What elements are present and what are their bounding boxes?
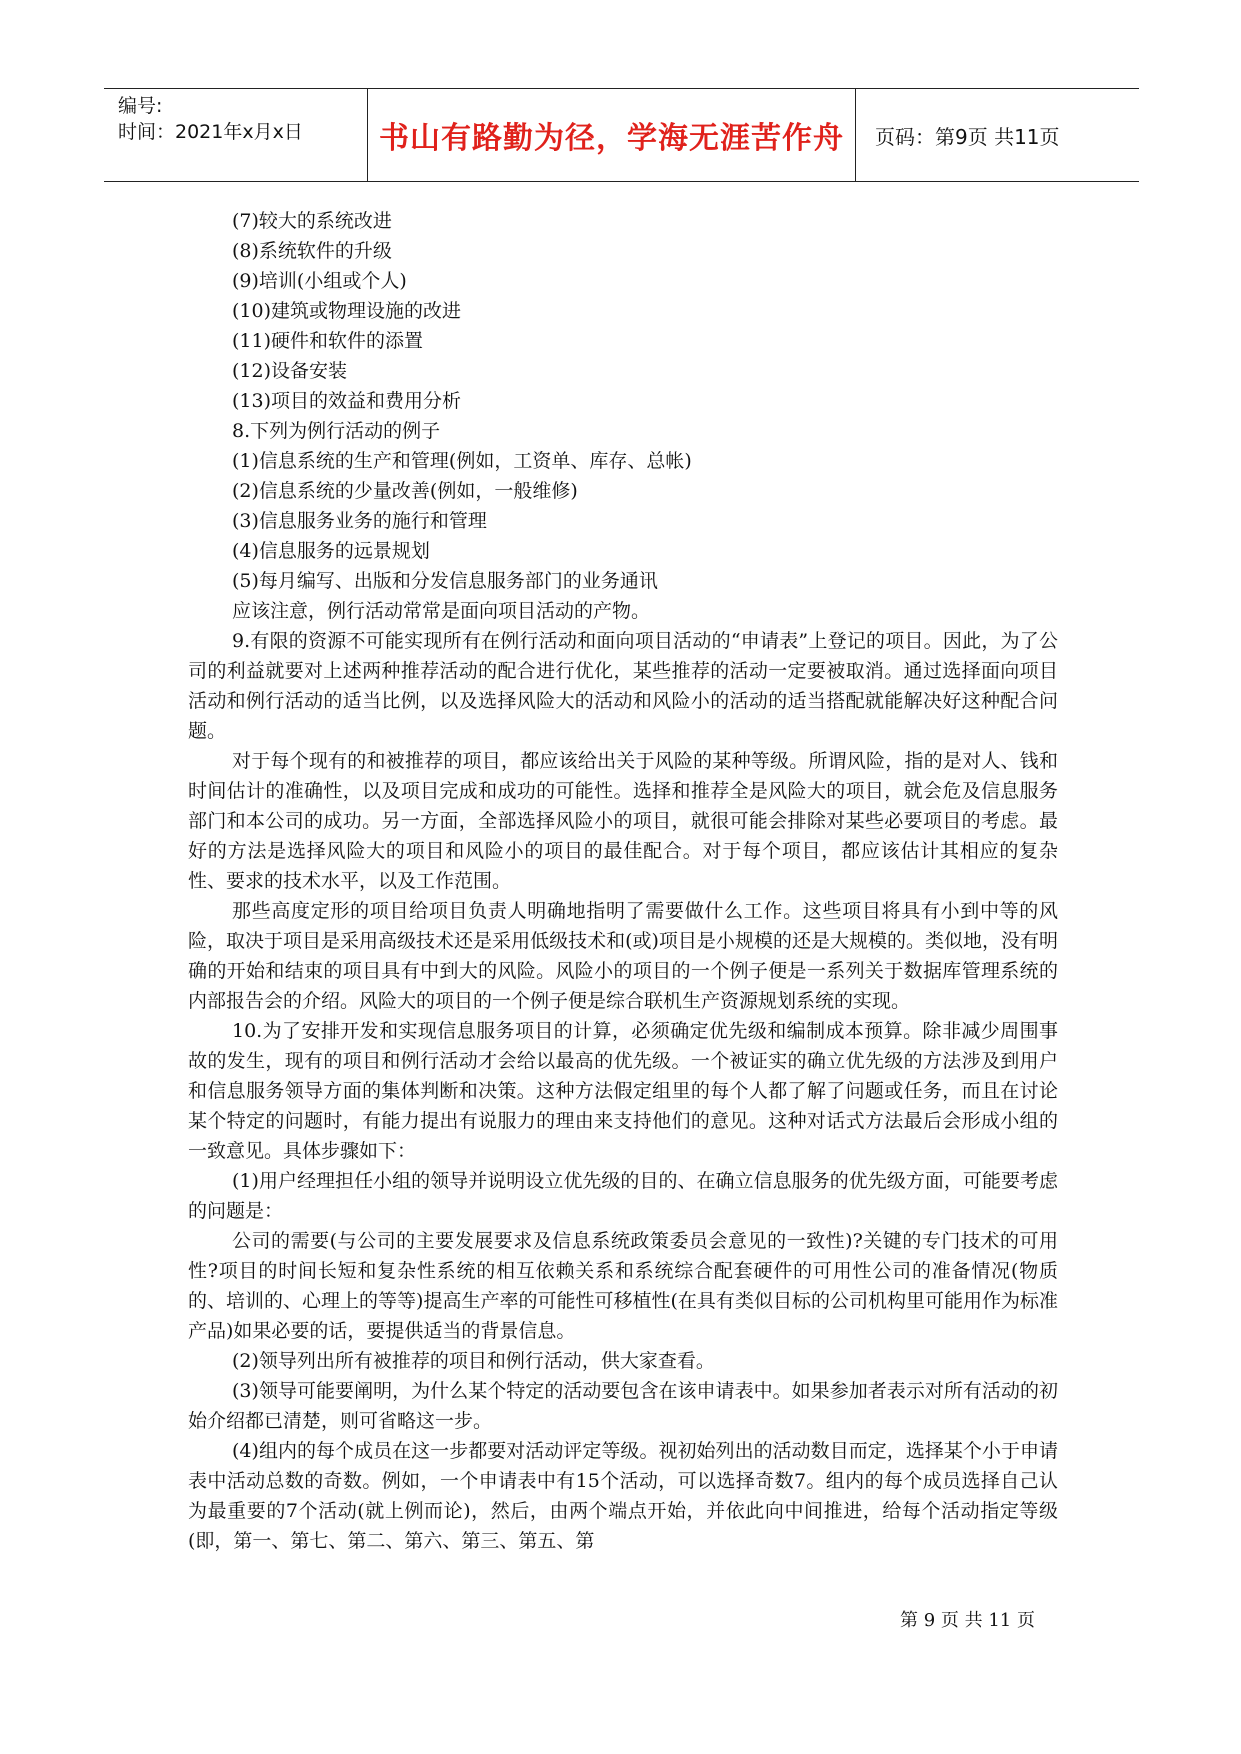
- motto: 书山有路勤为径，学海无涯苦作舟: [368, 89, 856, 181]
- time-label: 时间：2021年x月x日: [118, 121, 303, 143]
- paragraph: 公司的需要(与公司的主要发展要求及信息系统政策委员会意见的一致性)?关键的专门技术的可用性?项目的时间长短和复杂性系统的相互依赖关系和系统综合配套硬件的可用性公司的准备情况(物质的、培训的、心理上的等等)提高生产率的可能性可移植性(在具有类似目标的公司机构里可能用作为标准产品)如果必要的话，要提供适当的背景信息。: [188, 1230, 1058, 1342]
- paragraph: (4)组内的每个成员在这一步都要对活动评定等级。视初始列出的活动数目而定，选择某个小于申请表中活动总数的奇数。例如，一个申请表中有15个活动，可以选择奇数7。组内的每个成员选择自己认为最重要的7个活动(就上例而论)，然后，由两个端点开始，并依此向中间推进，给每个活动指定等级(即，第一、第七、第二、第六、第三、第五、第: [188, 1440, 1058, 1552]
- header-meta-cell: [104, 89, 368, 181]
- paragraph: (1)用户经理担任小组的领导并说明设立优先级的目的、在确立信息服务的优先级方面，可能要考虑的问题是：: [188, 1170, 1058, 1222]
- paragraph: (2)领导列出所有被推荐的项目和例行活动，供大家查看。: [232, 1350, 715, 1372]
- number-label: 编号:: [118, 95, 163, 117]
- list-item: (10)建筑或物理设施的改进: [232, 300, 462, 322]
- list-item: (1)信息系统的生产和管理(例如，工资单、库存、总帐): [232, 450, 692, 472]
- list-item: (4)信息服务的远景规划: [232, 540, 430, 562]
- page-label: 页码：第9页 共11页: [875, 124, 1060, 149]
- paragraph: 那些高度定形的项目给项目负责人明确地指明了需要做什么工作。这些项目将具有小到中等的风险，取决于项目是采用高级技术还是采用低级技术和(或)项目是小规模的还是大规模的。类似地，没有明确的开始和结束的项目具有中到大的风险。风险小的项目的一个例子便是一系列关于数据库管理系统的内部报告会的介绍。风险大的项目的一个例子便是综合联机生产资源规划系统的实现。: [188, 900, 1058, 1012]
- section-heading: 8.下列为例行活动的例子: [232, 420, 441, 442]
- document-body: [188, 206, 1058, 1556]
- paragraph: 9.有限的资源不可能实现所有在例行活动和面向项目活动的“申请表”上登记的项目。因此，为了公司的利益就要对上述两种推荐活动的配合进行优化，某些推荐的活动一定要被取消。通过选择面向项目活动和例行活动的适当比例，以及选择风险大的活动和风险小的活动的适当搭配就能解决好这种配合问题。: [188, 630, 1058, 742]
- list-item: (3)信息服务业务的施行和管理: [232, 510, 487, 532]
- list-item: (11)硬件和软件的添置: [232, 330, 424, 352]
- paragraph: 对于每个现有的和被推荐的项目，都应该给出关于风险的某种等级。所谓风险，指的是对人、钱和时间估计的准确性，以及项目完成和成功的可能性。选择和推荐全是风险大的项目，就会危及信息服务部门和本公司的成功。另一方面，全部选择风险小的项目，就很可能会排除对某些必要项目的考虑。最好的方法是选择风险大的项目和风险小的项目的最佳配合。对于每个项目，都应该估计其相应的复杂性、要求的技术水平，以及工作范围。: [188, 750, 1058, 892]
- paragraph: (3)领导可能要阐明，为什么某个特定的活动要包含在该申请表中。如果参加者表示对所有活动的初始介绍都已清楚，则可省略这一步。: [188, 1380, 1058, 1432]
- header-table: [104, 88, 1139, 182]
- list-item: (12)设备安装: [232, 360, 348, 382]
- list-item: (5)每月编写、出版和分发信息服务部门的业务通讯: [232, 570, 658, 592]
- paragraph: 10.为了安排开发和实现信息服务项目的计算，必须确定优先级和编制成本预算。除非减少周围事故的发生，现有的项目和例行活动才会给以最高的优先级。一个被证实的确立优先级的方法涉及到用户和信息服务领导方面的集体判断和决策。这种方法假定组里的每个人都了解了问题或任务，而且在讨论某个特定的问题时，有能力提出有说服力的理由来支持他们的意见。这种对话式方法最后会形成小组的一致意见。具体步骤如下：: [188, 1020, 1058, 1162]
- list-item: (9)培训(小组或个人): [232, 270, 407, 292]
- list-item: (2)信息系统的少量改善(例如，一般维修): [232, 480, 578, 502]
- note-line: 应该注意，例行活动常常是面向项目活动的产物。: [232, 600, 651, 622]
- list-item: (7)较大的系统改进: [232, 210, 392, 232]
- list-item: (13)项目的效益和费用分析: [232, 390, 462, 412]
- page-footer: 第 9 页 共 11 页: [900, 1610, 1035, 1631]
- list-item: (8)系统软件的升级: [232, 240, 392, 262]
